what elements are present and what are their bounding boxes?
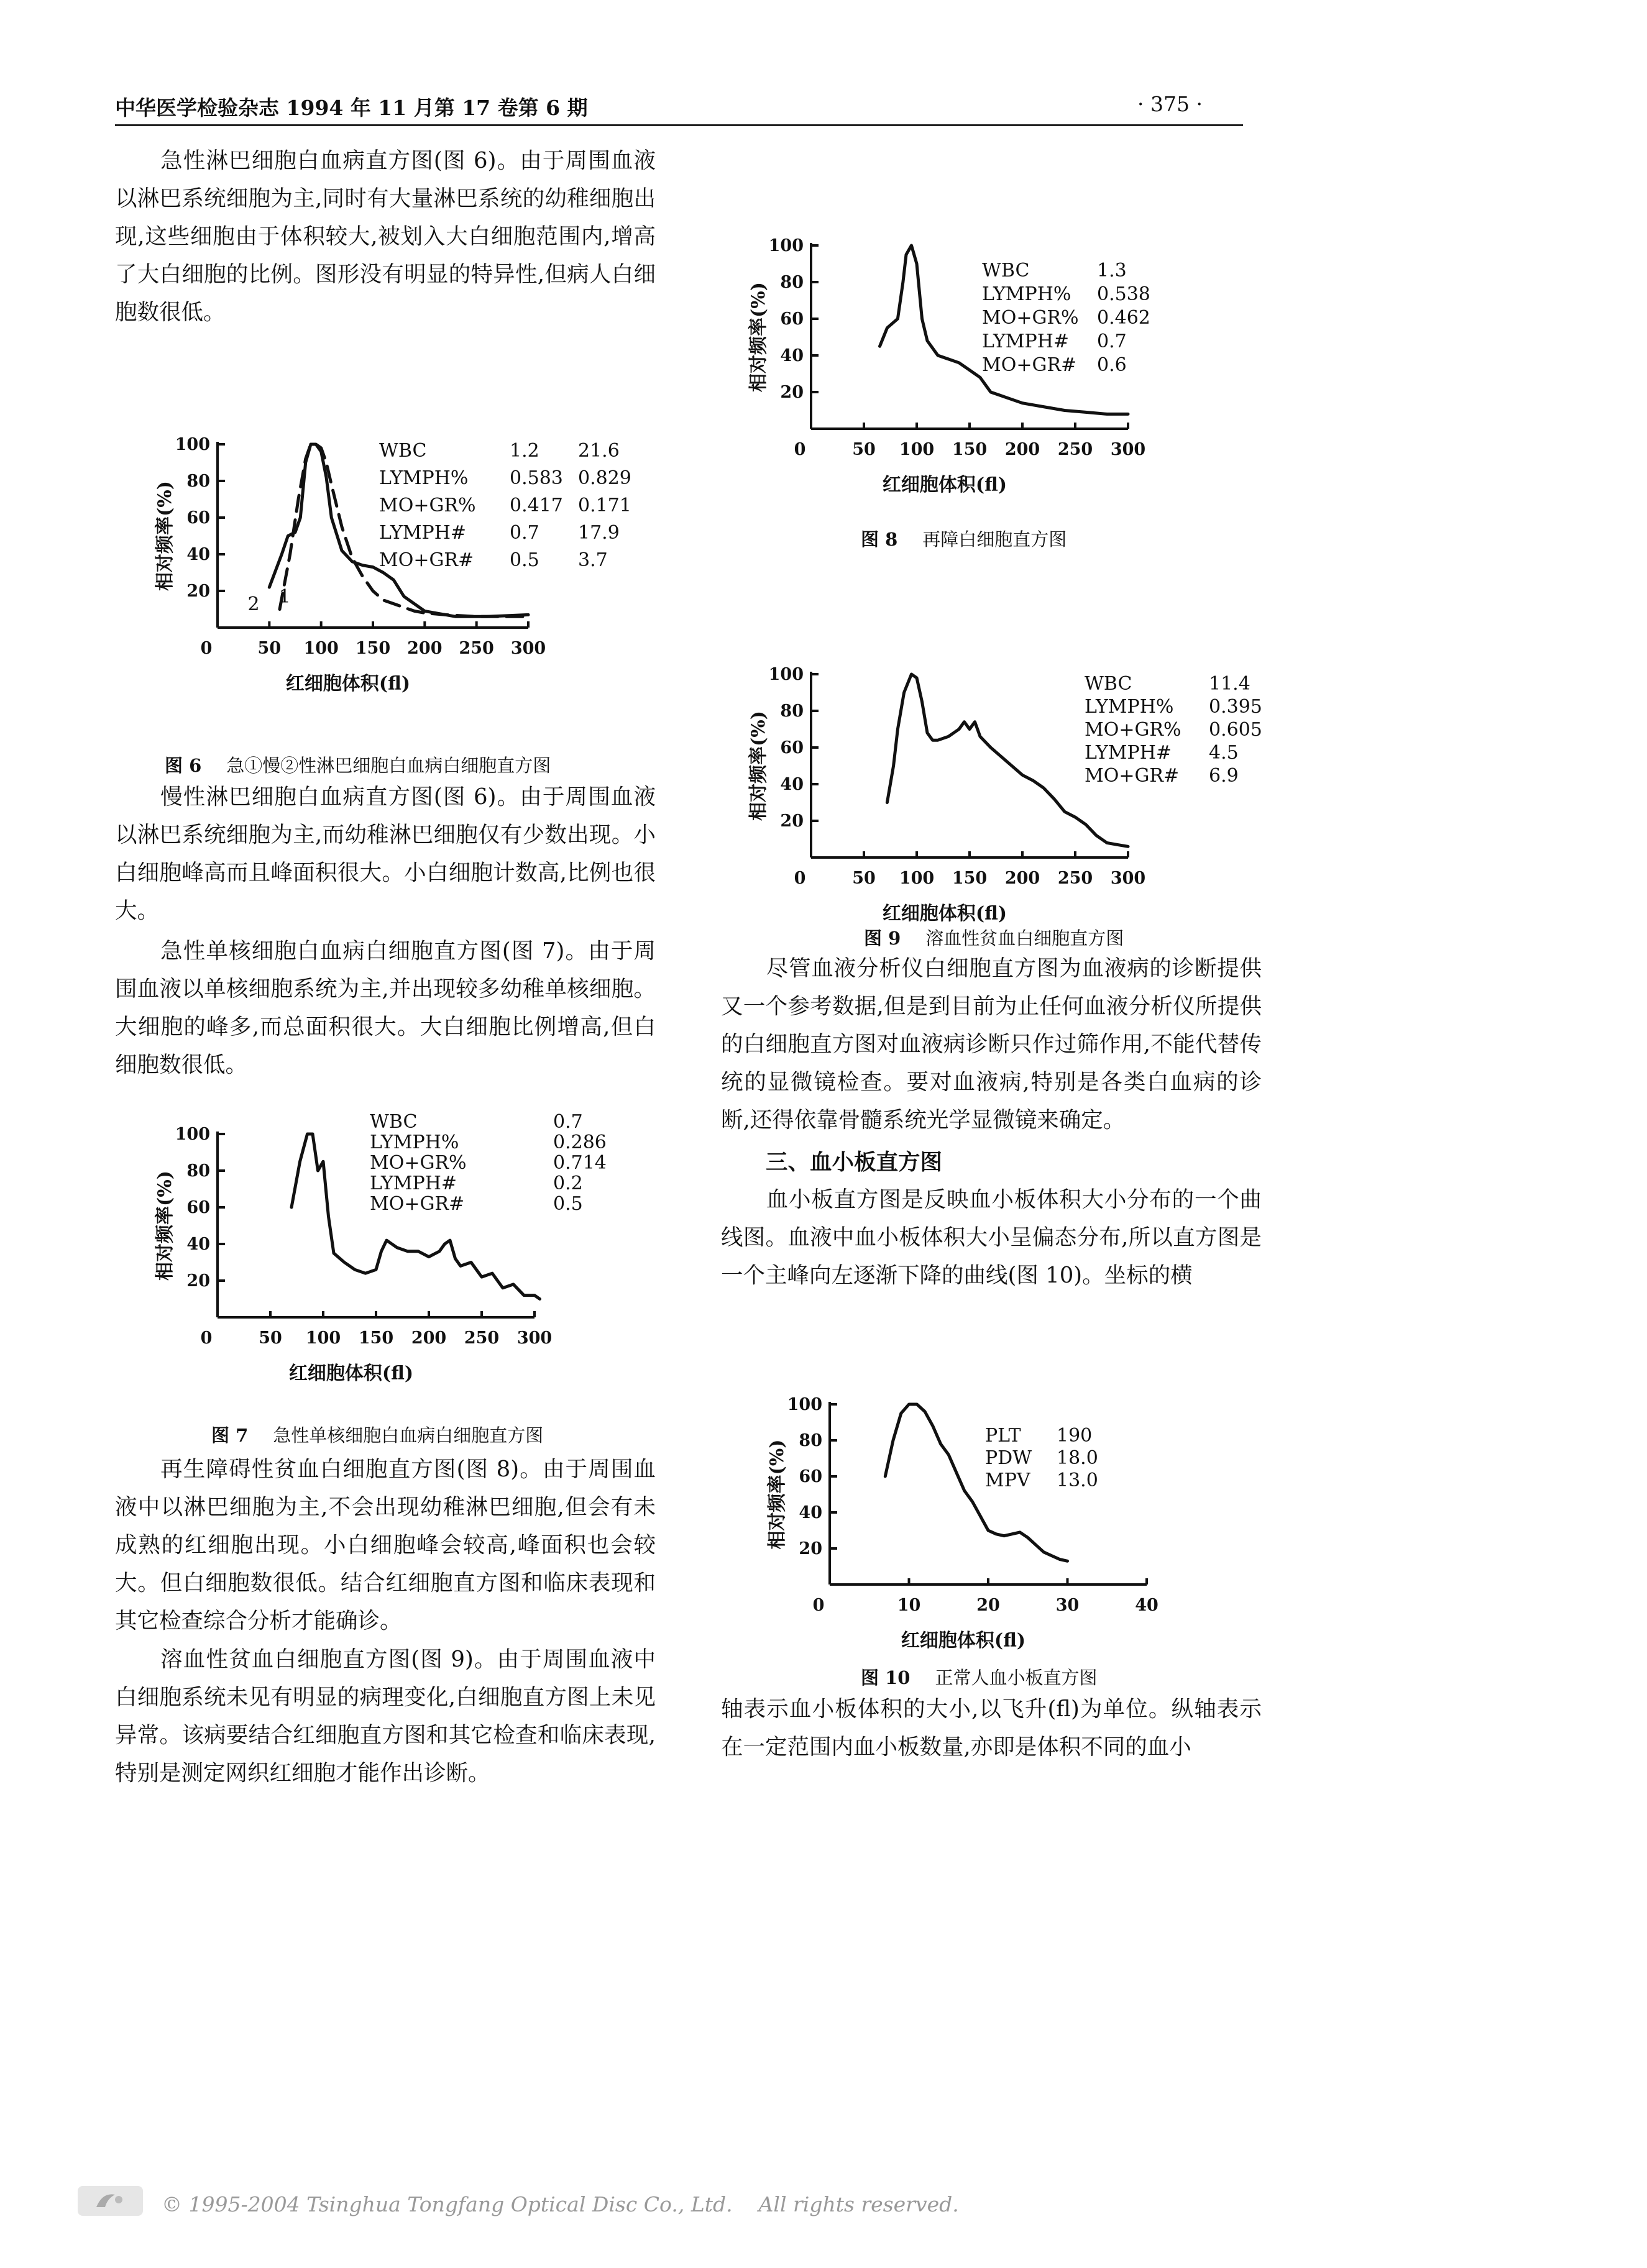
- param-name: LYMPH#: [1085, 742, 1172, 764]
- param-value: 0.5: [510, 549, 539, 571]
- header-rule: [115, 124, 1243, 126]
- x-axis-title: 红细胞体积(fl): [901, 1630, 1026, 1652]
- param-value: 0.605: [1209, 719, 1262, 741]
- series-line-1: [885, 1404, 1067, 1561]
- param-name: MO+GR%: [370, 1152, 467, 1174]
- param-name: LYMPH#: [370, 1173, 457, 1194]
- y-tick-label: 80: [799, 1431, 822, 1450]
- param-name: MO+GR#: [370, 1193, 465, 1215]
- param-value: 0.583: [510, 467, 563, 489]
- x-tick-label: 300: [1110, 869, 1146, 888]
- y-tick-label: 100: [768, 665, 804, 684]
- paragraph-hemolytic: 溶血性贫血白细胞直方图(图 9)。由于周围血液中白细胞系统未见有明显的病理变化,白细胞直方图上未见异常。该病要结合红细胞直方图和其它检查和临床表现,特别是测定网织红细胞才能作出诊断。: [115, 1647, 656, 1786]
- param-value: 1.3: [1097, 260, 1127, 281]
- y-tick-label: 40: [780, 775, 804, 794]
- origin-label: 0: [794, 869, 806, 888]
- param-name: MO+GR%: [982, 307, 1079, 329]
- x-axis-title: 红细胞体积(fl): [882, 474, 1007, 496]
- y-axis-title: 相对频率(%): [154, 481, 176, 591]
- param-value: 0.7: [1097, 331, 1127, 352]
- param-name: LYMPH#: [982, 331, 1070, 352]
- x-axis-title: 红细胞体积(fl): [882, 903, 1007, 925]
- param-name: LYMPH%: [370, 1132, 459, 1153]
- param-name: LYMPH%: [1085, 696, 1174, 718]
- y-tick-label: 40: [186, 545, 210, 564]
- y-tick-label: 100: [175, 435, 210, 454]
- figure-7-caption: 图 7 急性单核细胞白血病白细胞直方图: [211, 1425, 544, 1446]
- x-tick-label: 250: [459, 639, 494, 658]
- y-tick-label: 60: [799, 1467, 822, 1486]
- param-value: 0.714: [553, 1152, 607, 1174]
- param-value-2: 17.9: [578, 522, 620, 544]
- param-name: MPV: [985, 1470, 1030, 1491]
- param-name: WBC: [379, 440, 427, 462]
- x-tick-label: 200: [407, 639, 443, 658]
- x-tick-label: 200: [1004, 869, 1040, 888]
- param-name: MO+GR#: [379, 549, 474, 571]
- y-tick-label: 40: [799, 1503, 822, 1522]
- y-tick-label: 20: [186, 582, 210, 601]
- param-value-2: 0.829: [578, 467, 631, 489]
- y-tick-label: 40: [186, 1235, 210, 1254]
- x-axis-title: 红细胞体积(fl): [288, 1363, 414, 1384]
- param-name: WBC: [1085, 673, 1132, 695]
- x-tick-label: 200: [411, 1328, 447, 1348]
- figure-7-chart: [124, 1106, 622, 1404]
- x-tick-label: 150: [952, 440, 988, 459]
- x-tick-label: 150: [355, 639, 391, 658]
- x-tick-label: 10: [897, 1596, 921, 1615]
- param-value: 0.6: [1097, 354, 1127, 376]
- x-tick-label: 50: [852, 440, 876, 459]
- y-tick-label: 20: [780, 383, 804, 402]
- figure-8-chart: [736, 199, 1234, 497]
- x-tick-label: 100: [303, 639, 339, 658]
- param-value-2: 0.171: [578, 495, 631, 516]
- y-tick-label: 80: [780, 702, 804, 721]
- param-value: 4.5: [1209, 742, 1239, 764]
- param-name: LYMPH#: [379, 522, 467, 544]
- paragraph-all: 急性淋巴细胞白血病直方图(图 6)。由于周围血液以淋巴系统细胞为主,同时有大量淋巴系统的幼稚细胞出现,这些细胞由于体积较大,被划入大白细胞范围内,增高了大白细胞的比例。图形没有明显的特异性,但病人白细胞数很低。: [115, 148, 656, 325]
- x-tick-label: 250: [464, 1328, 500, 1348]
- param-value: 0.462: [1097, 307, 1150, 329]
- x-tick-label: 50: [257, 639, 282, 658]
- y-axis-title: 相对频率(%): [766, 1439, 788, 1550]
- x-axis-title: 红细胞体积(fl): [285, 673, 411, 695]
- y-tick-label: 80: [780, 273, 804, 292]
- param-name: MO+GR%: [379, 495, 476, 516]
- paragraph-amol: 急性单核细胞白血病白细胞直方图(图 7)。由于周围血液以单核细胞系统为主,并出现较多幼稚单核细胞。大细胞的峰多,而总面积很大。大白细胞比例增高,但白细胞数很低。: [115, 938, 656, 1077]
- param-value: 13.0: [1057, 1470, 1098, 1491]
- x-tick-label: 300: [510, 639, 546, 658]
- y-tick-label: 100: [175, 1125, 210, 1144]
- figure-10-caption: 图 10 正常人血小板直方图: [861, 1667, 1098, 1688]
- paragraph-platelet-cont: 轴表示血小板体积的大小,以飞升(fl)为单位。纵轴表示在一定范围内血小板数量,亦即是体积不同的血小: [721, 1696, 1262, 1760]
- param-name: MO+GR%: [1085, 719, 1181, 741]
- figure-6-chart: [124, 404, 631, 752]
- param-name: WBC: [370, 1111, 418, 1133]
- param-name: MO+GR#: [1085, 765, 1180, 787]
- y-tick-label: 80: [186, 1161, 210, 1181]
- y-axis-title: 相对频率(%): [154, 1171, 176, 1281]
- x-tick-label: 20: [976, 1596, 1000, 1615]
- param-value: 6.9: [1209, 765, 1239, 787]
- param-value-2: 21.6: [578, 440, 620, 462]
- y-tick-label: 20: [799, 1539, 822, 1558]
- x-tick-label: 150: [358, 1328, 394, 1348]
- x-tick-label: 100: [899, 440, 935, 459]
- param-value: 0.395: [1209, 696, 1262, 718]
- copyright-footer: © 1995-2004 Tsinghua Tongfang Optical Disc Co., Ltd. All rights reserved.: [162, 2192, 959, 2216]
- param-value: 11.4: [1209, 673, 1250, 695]
- param-value: 1.2: [510, 440, 539, 462]
- y-tick-label: 60: [780, 738, 804, 757]
- y-tick-label: 100: [768, 236, 804, 255]
- figure-9-caption: 图 9 溶血性贫血白细胞直方图: [864, 928, 1124, 949]
- figure-6-caption: 图 6 急①慢②性淋巴细胞白血病白细胞直方图: [165, 755, 551, 776]
- x-tick-label: 150: [952, 869, 988, 888]
- curve-label-1: 1: [278, 586, 291, 608]
- param-value: 0.538: [1097, 283, 1150, 305]
- param-value-2: 3.7: [578, 549, 608, 571]
- param-name: PLT: [985, 1425, 1021, 1447]
- x-tick-label: 100: [899, 869, 935, 888]
- param-name: LYMPH%: [982, 283, 1071, 305]
- x-tick-label: 250: [1057, 440, 1093, 459]
- y-axis-title: 相对频率(%): [748, 711, 769, 821]
- x-tick-label: 50: [852, 869, 876, 888]
- param-value: 0.5: [553, 1193, 583, 1215]
- y-tick-label: 60: [780, 309, 804, 329]
- paragraph-cll: 慢性淋巴细胞白血病直方图(图 6)。由于周围血液以淋巴系统细胞为主,而幼稚淋巴细胞仅有少数出现。小白细胞峰高而且峰面积很大。小白细胞计数高,比例也很大。: [115, 784, 656, 923]
- y-tick-label: 100: [787, 1395, 822, 1414]
- x-tick-label: 300: [1110, 440, 1146, 459]
- x-tick-label: 250: [1057, 869, 1093, 888]
- y-tick-label: 40: [780, 346, 804, 365]
- y-tick-label: 20: [780, 812, 804, 831]
- x-tick-label: 100: [305, 1328, 341, 1348]
- origin-label: 0: [200, 1328, 213, 1348]
- param-name: PDW: [985, 1447, 1032, 1469]
- paragraph-platelet: 血小板直方图是反映血小板体积大小分布的一个曲线图。血液中血小板体积大小呈偏态分布,所以直方图是一个主峰向左逐渐下降的曲线(图 10)。坐标的横: [721, 1187, 1262, 1288]
- param-name: WBC: [982, 260, 1030, 281]
- param-value: 190: [1057, 1425, 1093, 1447]
- param-value: 0.7: [510, 522, 539, 544]
- cnki-logo-icon: [78, 2186, 143, 2216]
- param-value: 0.7: [553, 1111, 583, 1133]
- curve-label-2: 2: [247, 593, 260, 615]
- origin-label: 0: [200, 639, 213, 658]
- paragraph-aplastic: 再生障碍性贫血白细胞直方图(图 8)。由于周围血液中以淋巴细胞为主,不会出现幼稚淋巴细胞,但会有未成熟的红细胞出现。小白细胞峰会较高,峰面积也会较大。但白细胞数很低。结合红细胞直方图和临床表现和其它检查综合分析才能确诊。: [115, 1456, 656, 1634]
- x-tick-label: 40: [1135, 1596, 1158, 1615]
- x-tick-label: 30: [1055, 1596, 1080, 1615]
- journal-header: 中华医学检验杂志 1994 年 11 月第 17 卷第 6 期: [115, 96, 588, 120]
- x-tick-label: 50: [259, 1328, 282, 1348]
- param-name: MO+GR#: [982, 354, 1077, 376]
- origin-label: 0: [812, 1596, 825, 1615]
- y-tick-label: 60: [186, 508, 210, 528]
- figure-8-caption: 图 8 再障白细胞直方图: [861, 529, 1067, 550]
- figure-9-chart: [736, 628, 1262, 925]
- param-value: 18.0: [1057, 1447, 1098, 1469]
- x-tick-label: 200: [1004, 440, 1040, 459]
- y-tick-label: 60: [186, 1198, 210, 1217]
- section-heading-platelet: 三、血小板直方图: [766, 1150, 943, 1175]
- x-tick-label: 300: [516, 1328, 553, 1348]
- param-value: 0.2: [553, 1173, 583, 1194]
- page-number: · 375 ·: [1137, 92, 1203, 116]
- figure-10-chart: [761, 1348, 1184, 1652]
- param-value: 0.286: [553, 1132, 607, 1153]
- param-value: 0.417: [510, 495, 563, 516]
- paragraph-conclusion: 尽管血液分析仪白细胞直方图为血液病的诊断提供又一个参考数据,但是到目前为止任何血液分析仪所提供的白细胞直方图对血液病诊断只作过筛作用,不能代替传统的显微镜检查。要对血液病,特别是各类白血病的诊断,还得依靠骨髓系统光学显微镜来确定。: [721, 956, 1262, 1133]
- y-axis-title: 相对频率(%): [748, 282, 769, 392]
- origin-label: 0: [794, 440, 806, 459]
- y-tick-label: 20: [186, 1271, 210, 1291]
- y-tick-label: 80: [186, 472, 210, 491]
- param-name: LYMPH%: [379, 467, 469, 489]
